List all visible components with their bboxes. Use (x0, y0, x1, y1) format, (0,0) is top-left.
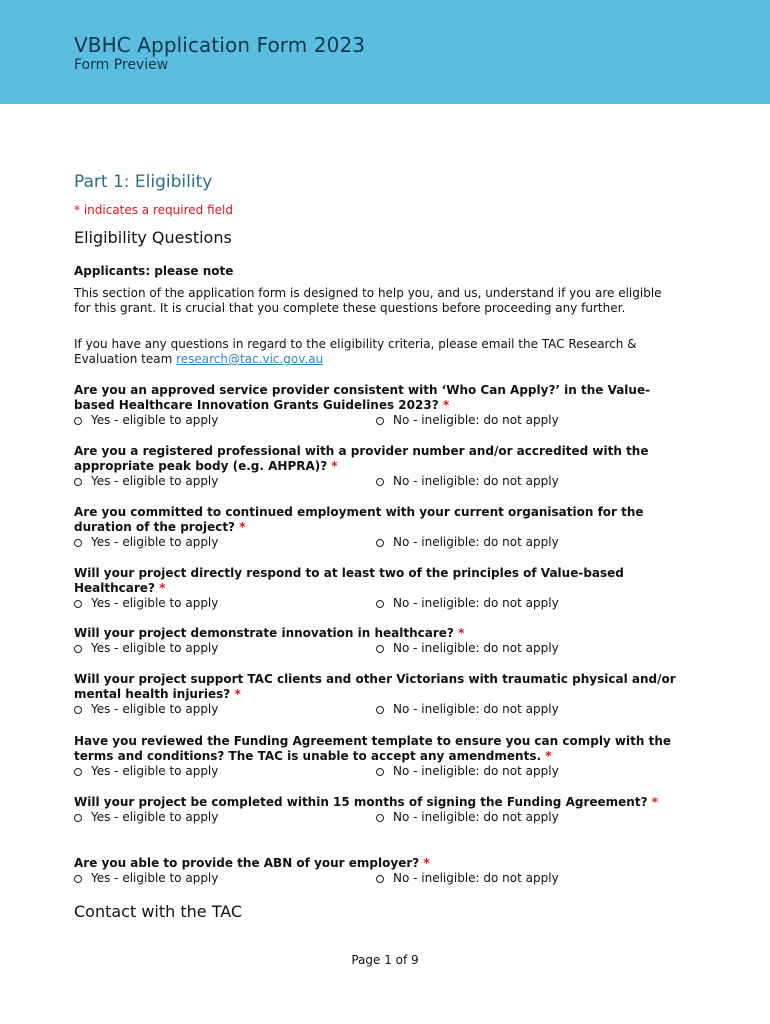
question-label: Are you a registered professional with a provider number and/or accredited with the appropriate peak body (e.g. AHPRA)? (74, 444, 649, 473)
form-subtitle: Form Preview (74, 57, 169, 73)
answer-options (74, 871, 676, 886)
required-asterisk: * (331, 459, 338, 473)
radio-button-icon[interactable] (376, 417, 384, 425)
part-title: Part 1: Eligibility (74, 172, 213, 192)
question-label: Are you able to provide the ABN of your employer? (74, 856, 420, 870)
form-title: VBHC Application Form 2023 (74, 33, 366, 57)
required-field-note: * indicates a required field (74, 203, 233, 217)
yes-option-label: Yes - eligible to apply (91, 810, 219, 824)
yes-option-label: Yes - eligible to apply (91, 764, 219, 778)
no-option[interactable] (376, 810, 559, 825)
radio-button-icon[interactable] (376, 539, 384, 547)
required-asterisk: * (159, 581, 166, 595)
radio-button-icon[interactable] (74, 539, 82, 547)
no-option-label: No - ineligible: do not apply (393, 702, 559, 716)
yes-option-label: Yes - eligible to apply (91, 641, 219, 655)
yes-option[interactable] (74, 596, 218, 611)
form-header (0, 0, 770, 104)
intro-paragraph: This section of the application form is designed to help you, and us, understand if you are eligible for this grant. It is crucial that you complete these questions before proceeding any further. (74, 286, 662, 315)
question-text (74, 856, 676, 871)
radio-button-icon[interactable] (376, 875, 384, 883)
section-title: Eligibility Questions (74, 228, 232, 247)
yes-option[interactable] (74, 810, 218, 825)
required-asterisk: * (239, 520, 246, 534)
required-asterisk: * (234, 687, 241, 701)
radio-button-icon[interactable] (376, 645, 384, 653)
no-option-label: No - ineligible: do not apply (393, 810, 559, 824)
question-text (74, 566, 676, 596)
radio-button-icon[interactable] (74, 645, 82, 653)
no-option[interactable] (376, 702, 559, 717)
no-option-label: No - ineligible: do not apply (393, 474, 559, 488)
no-option-label: No - ineligible: do not apply (393, 641, 559, 655)
radio-button-icon[interactable] (74, 417, 82, 425)
answer-options (74, 764, 676, 779)
question-label: Are you an approved service provider consistent with ‘Who Can Apply?’ in the Value-based Healthcare Innovation Grants Guidelines 2023? (74, 383, 651, 412)
yes-option-label: Yes - eligible to apply (91, 702, 219, 716)
required-asterisk: * (458, 626, 465, 640)
question-label: Will your project be completed within 15 months of signing the Funding Agreement? (74, 795, 648, 809)
no-option[interactable] (376, 474, 559, 489)
radio-button-icon[interactable] (376, 600, 384, 608)
no-option-label: No - ineligible: do not apply (393, 871, 559, 885)
question (74, 626, 676, 656)
no-option[interactable] (376, 641, 559, 656)
yes-option-label: Yes - eligible to apply (91, 596, 219, 610)
question (74, 672, 676, 717)
answer-options (74, 474, 676, 489)
yes-option[interactable] (74, 535, 218, 550)
yes-option-label: Yes - eligible to apply (91, 871, 219, 885)
required-asterisk: * (651, 795, 658, 809)
yes-option[interactable] (74, 413, 218, 428)
question-label: Will your project demonstrate innovation in healthcare? (74, 626, 454, 640)
page-number: Page 1 of 9 (351, 953, 419, 967)
radio-button-icon[interactable] (74, 814, 82, 822)
no-option[interactable] (376, 413, 559, 428)
no-option[interactable] (376, 596, 559, 611)
question-text (74, 444, 676, 474)
answer-options (74, 641, 676, 656)
radio-button-icon[interactable] (74, 600, 82, 608)
answer-options (74, 702, 676, 717)
question-label: Will your project support TAC clients and other Victorians with traumatic physical and/or mental health injuries? (74, 672, 676, 701)
answer-options (74, 535, 676, 550)
required-asterisk: * (545, 749, 552, 763)
question-text (74, 383, 676, 413)
question-text (74, 795, 676, 810)
contact-section-title: Contact with the TAC (74, 902, 243, 921)
question-label: Are you committed to continued employment with your current organisation for the duration of the project? (74, 505, 644, 534)
radio-button-icon[interactable] (376, 706, 384, 714)
yes-option[interactable] (74, 871, 218, 886)
required-asterisk: * (442, 398, 450, 412)
no-option-label: No - ineligible: do not apply (393, 535, 559, 549)
no-option[interactable] (376, 871, 559, 886)
radio-button-icon[interactable] (376, 814, 384, 822)
no-option-label: No - ineligible: do not apply (393, 764, 559, 778)
question (74, 734, 676, 779)
question-label: Have you reviewed the Funding Agreement template to ensure you can comply with the terms and conditions? The TAC is unable to accept any amendments. (74, 734, 672, 763)
yes-option[interactable] (74, 764, 218, 779)
question (74, 856, 676, 886)
yes-option[interactable] (74, 474, 218, 489)
answer-options (74, 596, 676, 611)
answer-options (74, 810, 676, 825)
email-link[interactable]: research@tac.vic.gov.au (176, 352, 324, 366)
radio-button-icon[interactable] (376, 768, 384, 776)
radio-button-icon[interactable] (74, 706, 82, 714)
required-asterisk: * (423, 856, 430, 870)
radio-button-icon[interactable] (74, 478, 82, 486)
question (74, 383, 676, 428)
question-text (74, 734, 676, 764)
yes-option-label: Yes - eligible to apply (91, 535, 219, 549)
no-option-label: No - ineligible: do not apply (393, 596, 559, 610)
no-option-label: No - ineligible: do not apply (393, 413, 559, 427)
answer-options (74, 413, 676, 428)
radio-button-icon[interactable] (74, 768, 82, 776)
question-text (74, 672, 676, 702)
question (74, 505, 676, 550)
yes-option[interactable] (74, 702, 218, 717)
question-label: Will your project directly respond to at least two of the principles of Value-based Healthcare? (74, 566, 624, 595)
question-text (74, 626, 676, 641)
yes-option-label: Yes - eligible to apply (91, 474, 219, 488)
question (74, 795, 676, 825)
radio-button-icon[interactable] (74, 875, 82, 883)
yes-option[interactable] (74, 641, 218, 656)
yes-option-label: Yes - eligible to apply (91, 413, 219, 427)
question-text (74, 505, 676, 535)
question (74, 566, 676, 611)
contact-paragraph (74, 337, 674, 367)
question (74, 444, 676, 489)
no-option[interactable] (376, 764, 559, 779)
contact-paragraph-text: If you have any questions in regard to the eligibility criteria, please email the TAC Research & Evaluation team (74, 337, 637, 366)
note-heading: Applicants: please note (74, 264, 234, 278)
no-option[interactable] (376, 535, 559, 550)
radio-button-icon[interactable] (376, 478, 384, 486)
